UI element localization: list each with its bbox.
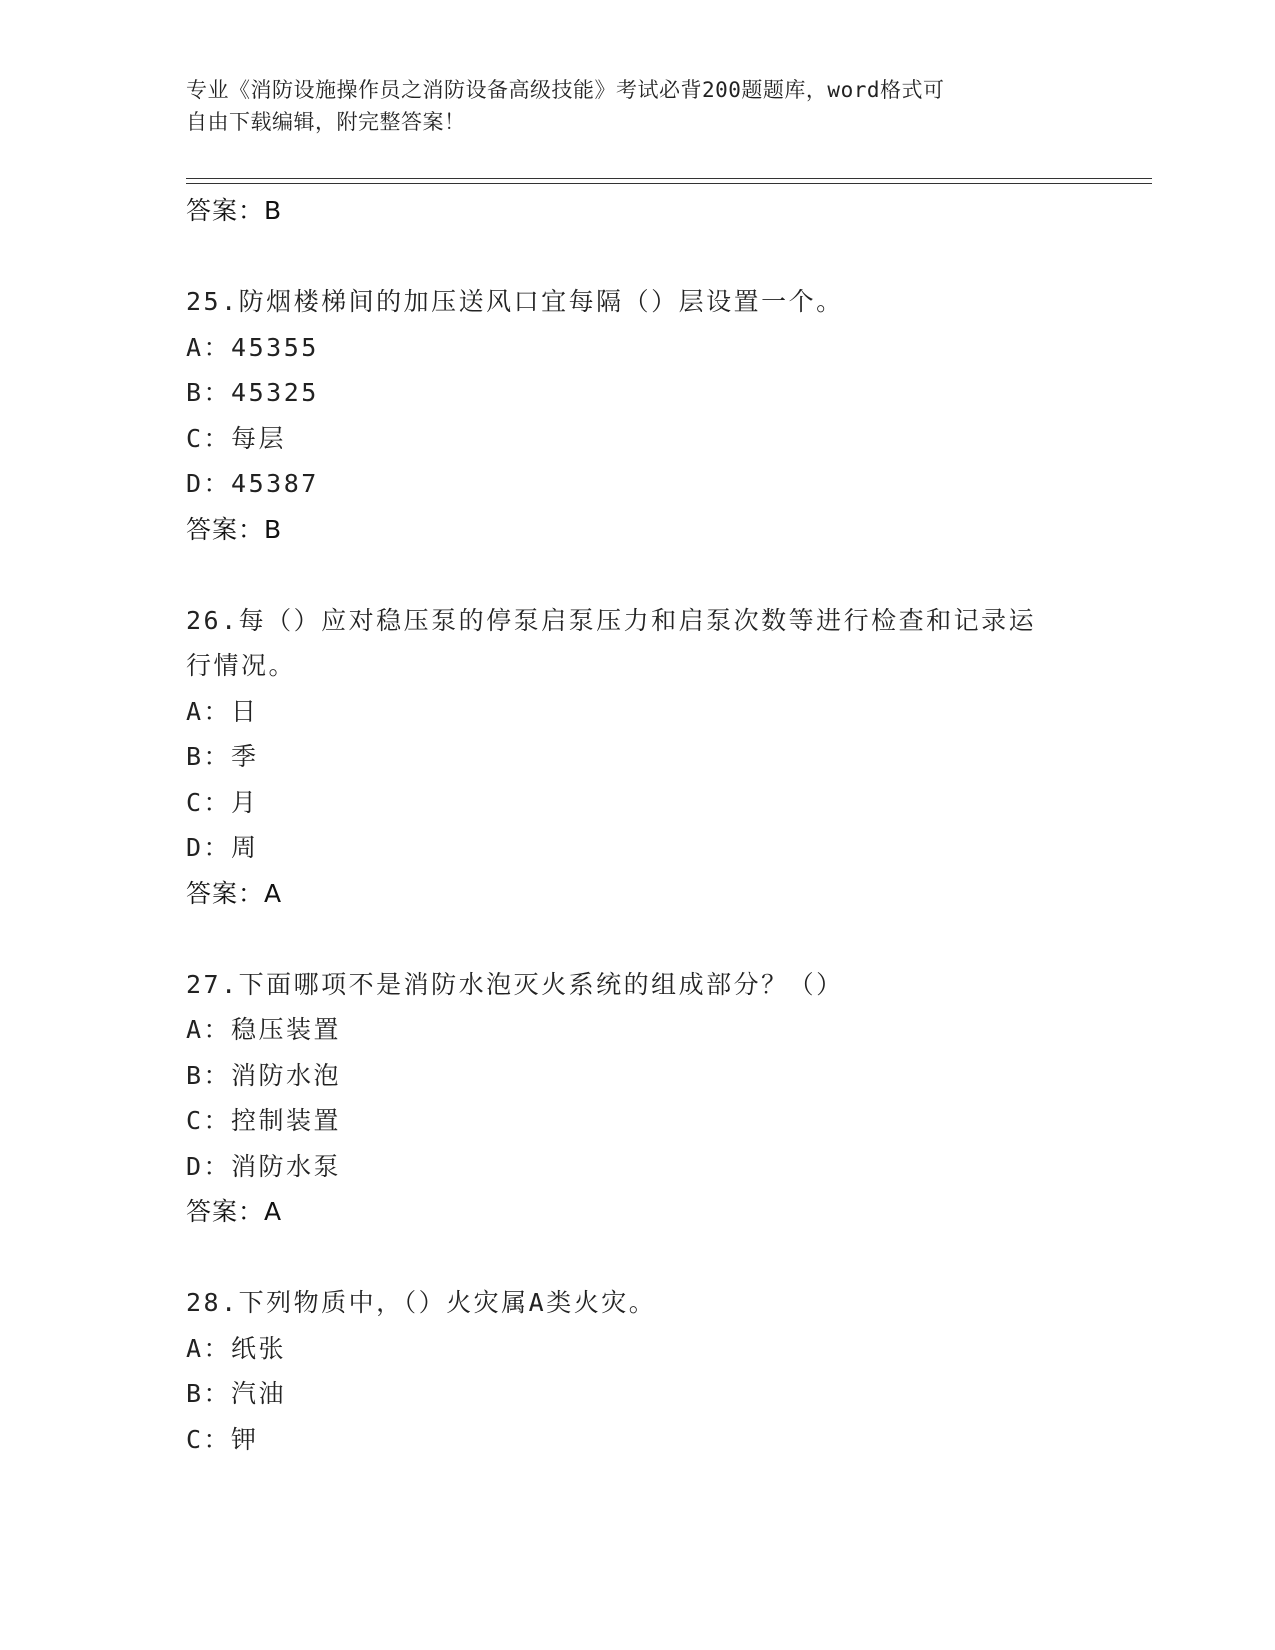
question-answer: 答案：B (186, 514, 283, 544)
question-stem: 27.下面哪项不是消防水泡灭火系统的组成部分？（） (186, 969, 844, 999)
option-a: A：纸张 (186, 1333, 287, 1363)
question-stem: 25.防烟楼梯间的加压送风口宜每隔（）层设置一个。 (186, 287, 844, 316)
question-content (186, 188, 1086, 1462)
option-a: A：45355 (186, 332, 319, 362)
option-a: A：日 (186, 696, 259, 726)
header-title-line-1: 专业《消防设施操作员之消防设备高级技能》考试必背200题题库，word格式可 (186, 78, 945, 102)
option-d: D：周 (186, 833, 259, 862)
spacer (186, 916, 1086, 962)
option-d: D：消防水泵 (186, 1151, 342, 1181)
question-stem: 26.每（）应对稳压泵的停泵启泵压力和启泵次数等进行检查和记录运 (186, 605, 1037, 635)
option-b: B：消防水泡 (186, 1060, 342, 1090)
header-title-line-2: 自由下载编辑，附完整答案！ (186, 110, 466, 134)
header-rule-top (186, 178, 1152, 179)
question-answer: 答案：A (186, 1197, 283, 1226)
option-d: D：45387 (186, 469, 319, 498)
option-c: C：控制装置 (186, 1106, 342, 1135)
question-stem-continued: 行情况。 (186, 651, 297, 680)
question-stem: 28.下列物质中，（）火灾属A类火灾。 (186, 1288, 657, 1317)
spacer (186, 552, 1086, 598)
spacer (186, 1235, 1086, 1281)
option-c: C：每层 (186, 423, 287, 453)
option-b: B：45325 (186, 378, 319, 407)
spacer (186, 234, 1086, 280)
question-27 (186, 962, 1086, 1235)
option-c: C：月 (186, 787, 259, 817)
option-b: B：汽油 (186, 1379, 287, 1408)
option-c: C：钾 (186, 1424, 259, 1454)
option-b: B：季 (186, 742, 259, 771)
question-28 (186, 1280, 1086, 1462)
header-rule-bottom (186, 183, 1152, 184)
option-a: A：稳压装置 (186, 1015, 342, 1044)
document-header (186, 74, 1066, 138)
previous-answer: 答案：B (186, 196, 283, 225)
question-26 (186, 598, 1086, 917)
question-25 (186, 279, 1086, 552)
question-answer: 答案：A (186, 878, 283, 908)
